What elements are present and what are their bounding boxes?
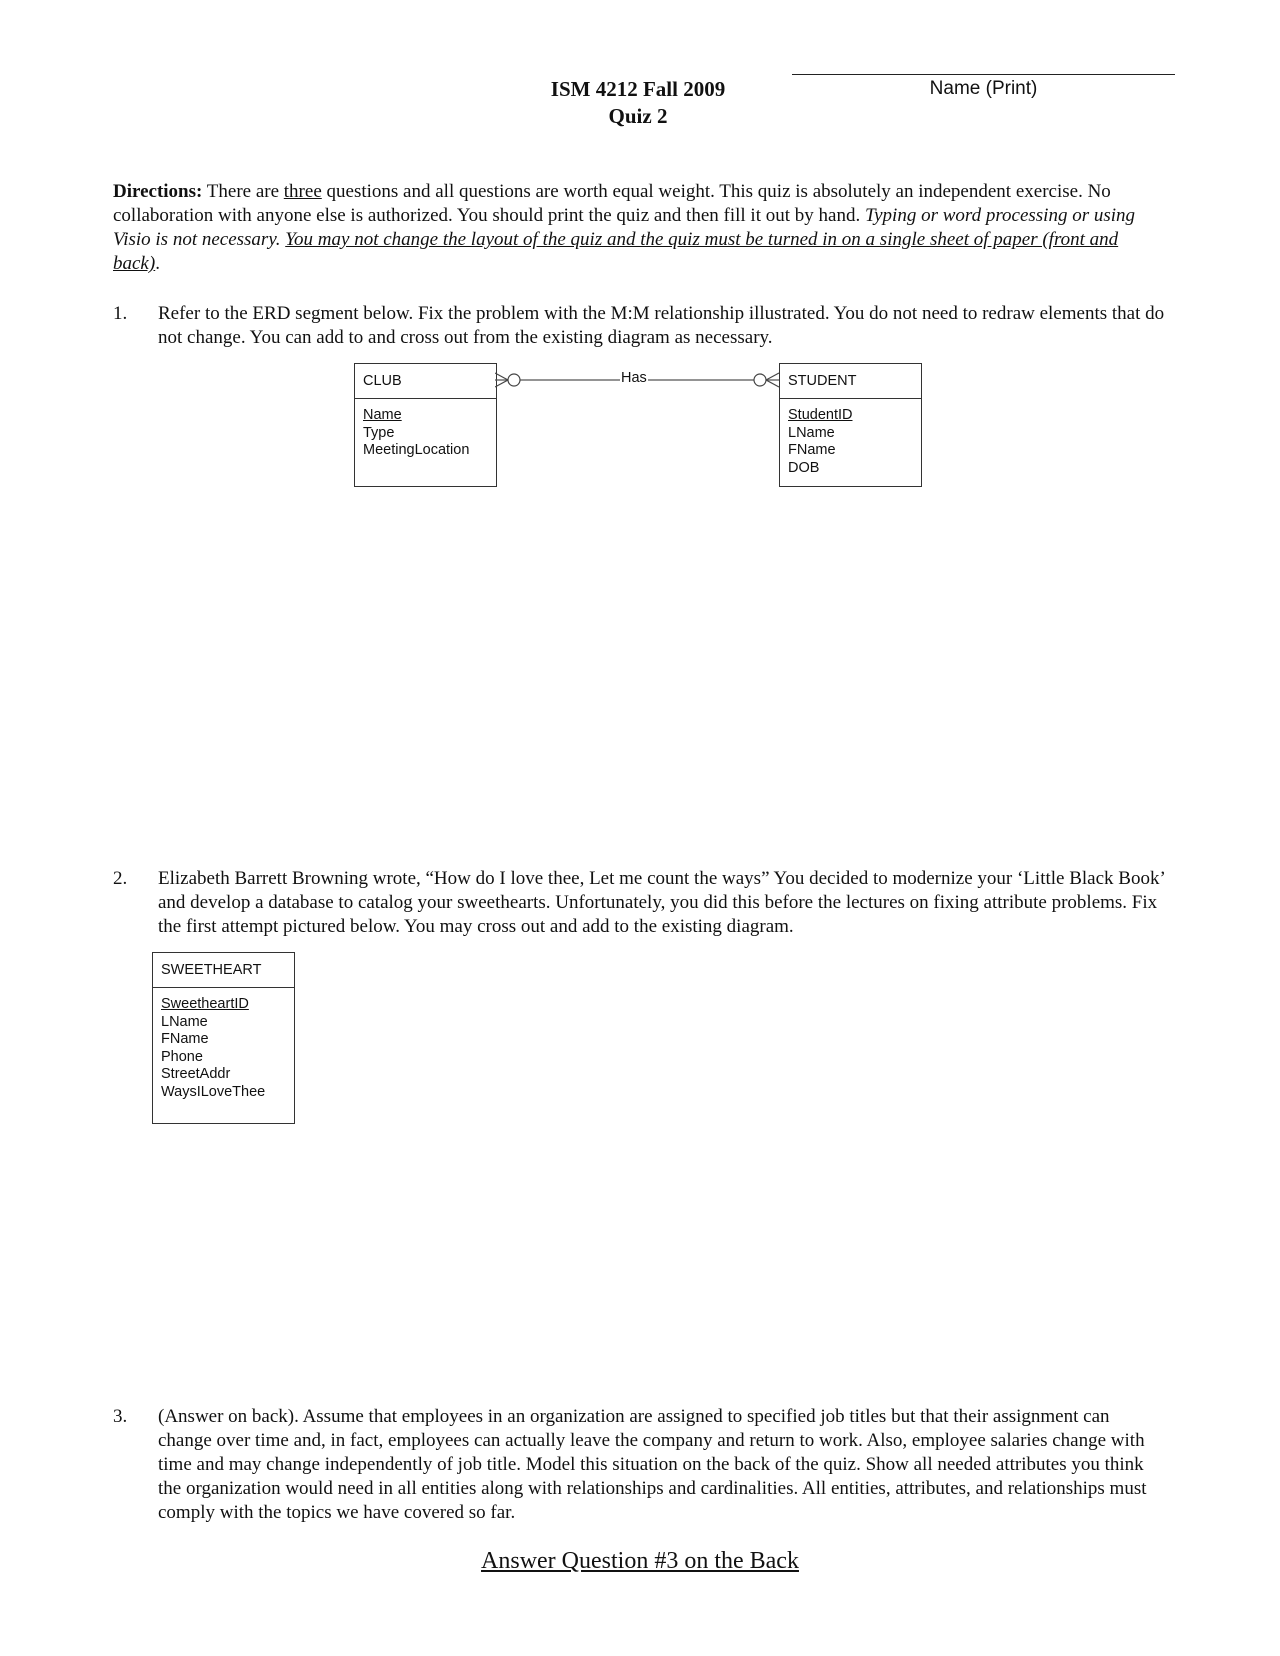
question-number: 3. [113,1406,128,1427]
attribute: WaysILoveThee [161,1083,266,1100]
entity-name: SWEETHEART [153,953,294,988]
entity-attributes [355,399,496,468]
entity-sweetheart [152,952,295,1124]
attribute: MeetingLocation [363,442,470,458]
name-signature-line [792,74,1175,75]
question-text: (Answer on back). Assume that employees in an organization are assigned to specified job titles but that their assignment can change over time and, in fact, employees can actually leave the company and return to work. Also, employee salaries change with time and may change independently of job title. Model this situation on the back of the quiz. Show all needed attributes you think the organization would need in all entities along with relationships and cardinalities. All entities, attributes, and relationships must comply with the topics we have covered so far. [158,1406,1147,1523]
attribute: LName [788,424,835,441]
question-text: Refer to the ERD segment below. Fix the problem with the M:M relationship illustrated. You do not need to redraw elements that do not change. You can add to and cross out from the existing diagram as necessary. [158,303,1165,348]
attribute: LName [161,1013,208,1030]
course-title: ISM 4212 Fall 2009 [550,77,726,101]
crows-foot-right-lower [766,380,779,387]
directions-paragraph [113,180,1168,276]
crows-foot-right-upper [766,373,779,380]
attribute: FName [788,442,836,458]
directions-label: Directions: [113,181,203,202]
directions-emphasis-three: three [283,181,322,202]
relationship-label: Has [621,370,647,386]
entity-name: STUDENT [780,364,921,399]
crows-foot-left-upper [495,373,508,380]
question-1 [113,302,1168,350]
entity-club [354,363,497,487]
directions-text-1: There are [206,181,284,202]
optional-circle-left [508,374,520,386]
primary-key-attribute: Name [363,407,402,423]
question-2 [113,867,1168,939]
directions-italic-note: Typing or word processing or using Visio is not necessary. [113,205,1136,250]
question-3 [113,1405,1168,1525]
entity-student [779,363,922,487]
question-text: Elizabeth Barrett Browning wrote, “How do I love thee, Let me count the ways” You decided to modernize your ‘Little Black Book’ and develop a database to catalog your sweethearts. Unfortunately, you did this before the lectures on fixing attribute problems. Fix the first attempt pictured below. You may cross out and add to the existing diagram. [158,868,1165,937]
directions-text-2: questions and all questions are worth equal weight. This quiz is absolutely an independent exercise. No collaboration with anyone else is authorized. You should print the quiz and then fill it out by hand. [113,181,1111,226]
directions-period: . [155,253,160,274]
primary-key-attribute: SweetheartID [161,996,249,1012]
primary-key-attribute: StudentID [788,407,853,423]
attribute: Type [363,424,395,441]
attribute: StreetAddr [161,1066,231,1082]
entity-attributes [153,988,294,1109]
directions-layout-rule: You may not change the layout of the quiz and the quiz must be turned in on a single sheet of paper (front and back) [113,229,1119,274]
quiz-number: Quiz 2 [608,104,668,128]
attribute: FName [161,1031,209,1047]
optional-circle-right [754,374,766,386]
attribute: Phone [161,1048,203,1065]
answer-on-back-note: Answer Question #3 on the Back [481,1548,799,1574]
entity-attributes [780,399,921,485]
crows-foot-left-lower [495,380,508,387]
question-number: 1. [113,303,128,324]
name-print-label: Name (Print) [929,78,1038,99]
entity-name: CLUB [355,364,496,399]
attribute: DOB [788,459,820,476]
question-number: 2. [113,868,128,889]
